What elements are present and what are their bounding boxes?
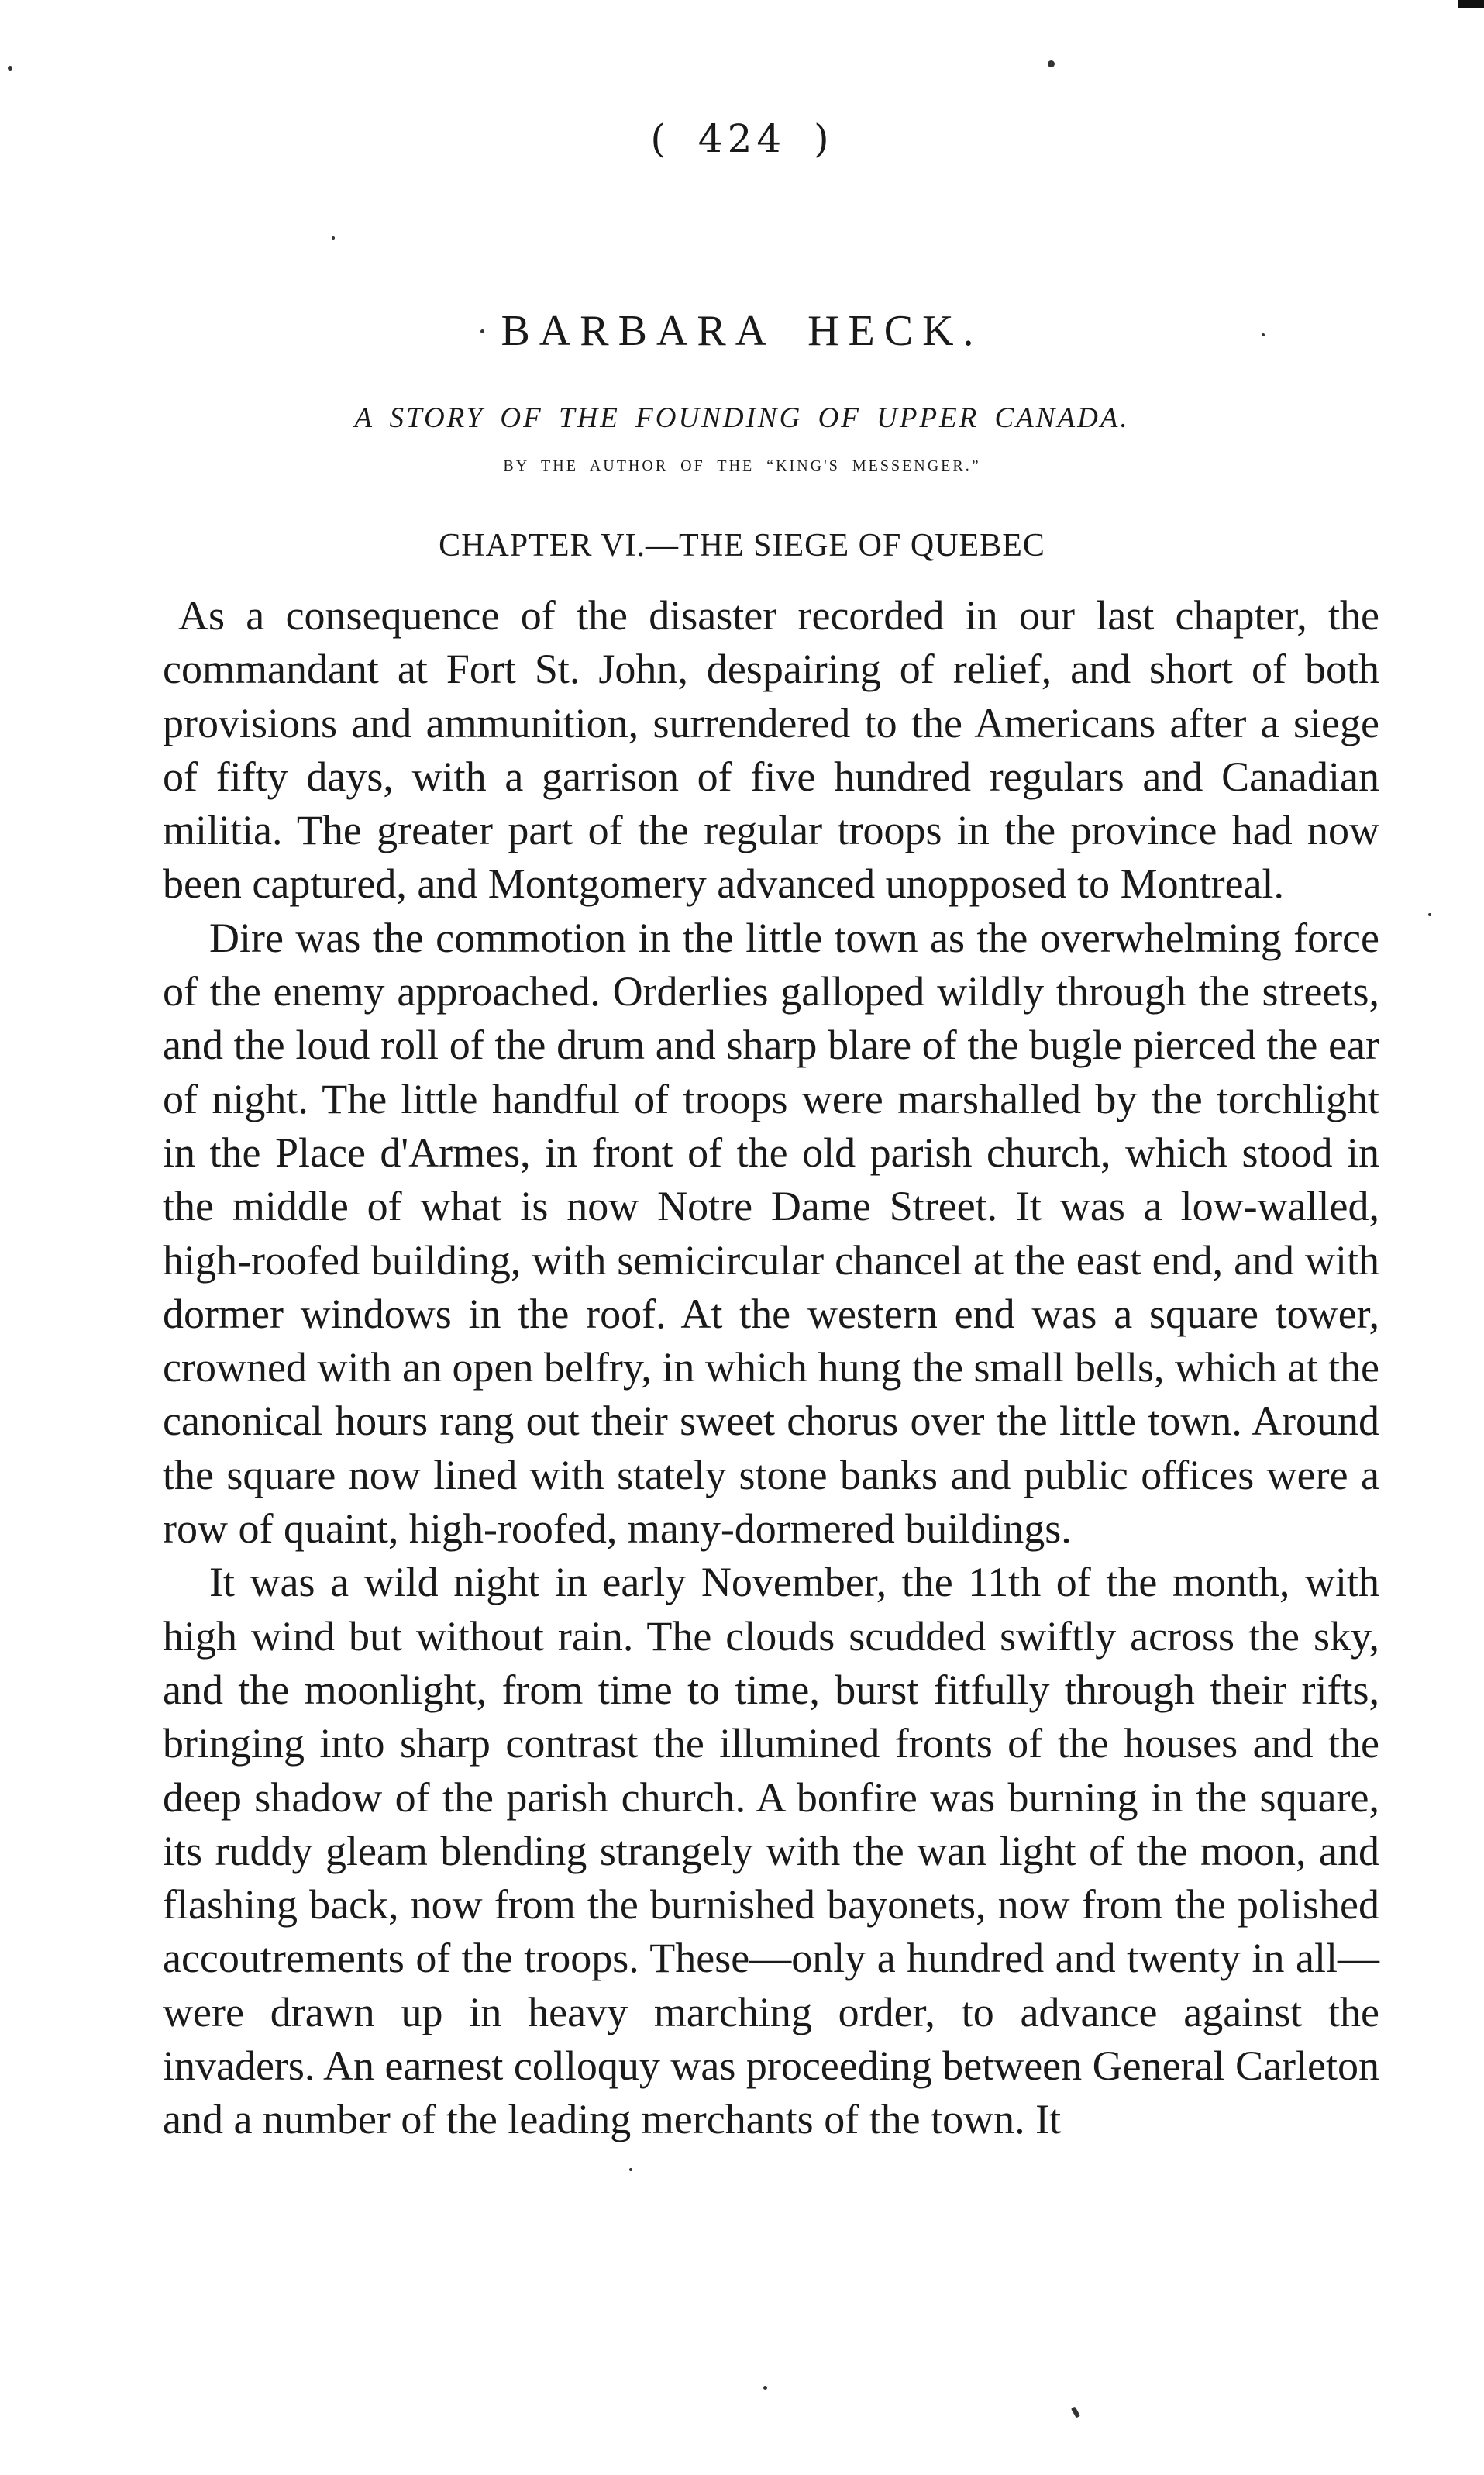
ink-speck <box>629 2168 632 2171</box>
ink-speck <box>1428 913 1431 916</box>
body-text <box>163 589 1379 2147</box>
ink-speck <box>1071 2406 1080 2418</box>
story-title: BARBARA HECK. <box>501 307 983 355</box>
story-subtitle: A STORY OF THE FOUNDING OF UPPER CANADA. <box>354 402 1130 434</box>
paragraph: Dire was the commotion in the little town as the overwhelming force of the enemy approached. Orderlies galloped wildly through the streets, and the loud roll of the drum and sharp blare of the bugle pierced the ear of night. The little handful of troops were marshalled by the torchlight in the Place d'Armes, in front of the old parish church, which stood in the middle of what is now Notre Dame Street. It was a low-walled, high-roofed building, with semicircular chancel at the east end, and with dormer windows in the roof. At the western end was a square tower, crowned with an open belfry, in which hung the small bells, which at the canonical hours rang out their sweet chorus over the little town. Around the square now lined with stately stone banks and public offices were a row of quaint, high-roofed, many-dormered buildings. <box>163 914 1379 1553</box>
ink-speck <box>332 236 335 240</box>
scan-edge-mark <box>1458 0 1484 8</box>
chapter-heading: CHAPTER VI.—THE SIEGE OF QUEBEC <box>439 528 1045 564</box>
paragraph: It was a wild night in early November, the 11th of the month, with high wind but without rain. The clouds scudded swiftly across the sky, and the moonlight, from time to time, burst fitfully through their rifts, bringing into sharp contrast the illumined fronts of the houses and the deep shadow of the parish church. A bonfire was burning in the square, its ruddy gleam blending strangely with the wan light of the moon, and flashing back, now from the burnished bayonets, now from the polished accoutrements of the troops. These—only a hundred and twenty in all—were drawn up in heavy marching order, to advance against the invaders. An earnest colloquy was proceeding between General Carleton and a number of the leading merchants of the town. It <box>163 1559 1379 2143</box>
paragraph: As a consequence of the disaster recorded in our last chapter, the commandant at Fort St. John, despairing of relief, and short of both provisions and ammunition, surrendered to the Americans after a siege of fifty days, with a garrison of five hundred regulars and Canadian militia. The greater part of the regular troops in the province had now been captured, and Montgomery advanced unopposed to Montreal. <box>163 592 1379 908</box>
ink-speck <box>8 66 12 71</box>
author-byline: BY THE AUTHOR OF THE “KING'S MESSENGER.” <box>503 457 981 474</box>
ink-speck <box>763 2386 767 2390</box>
page-number: ( 424 ) <box>650 116 834 161</box>
ink-speck <box>1048 60 1055 67</box>
